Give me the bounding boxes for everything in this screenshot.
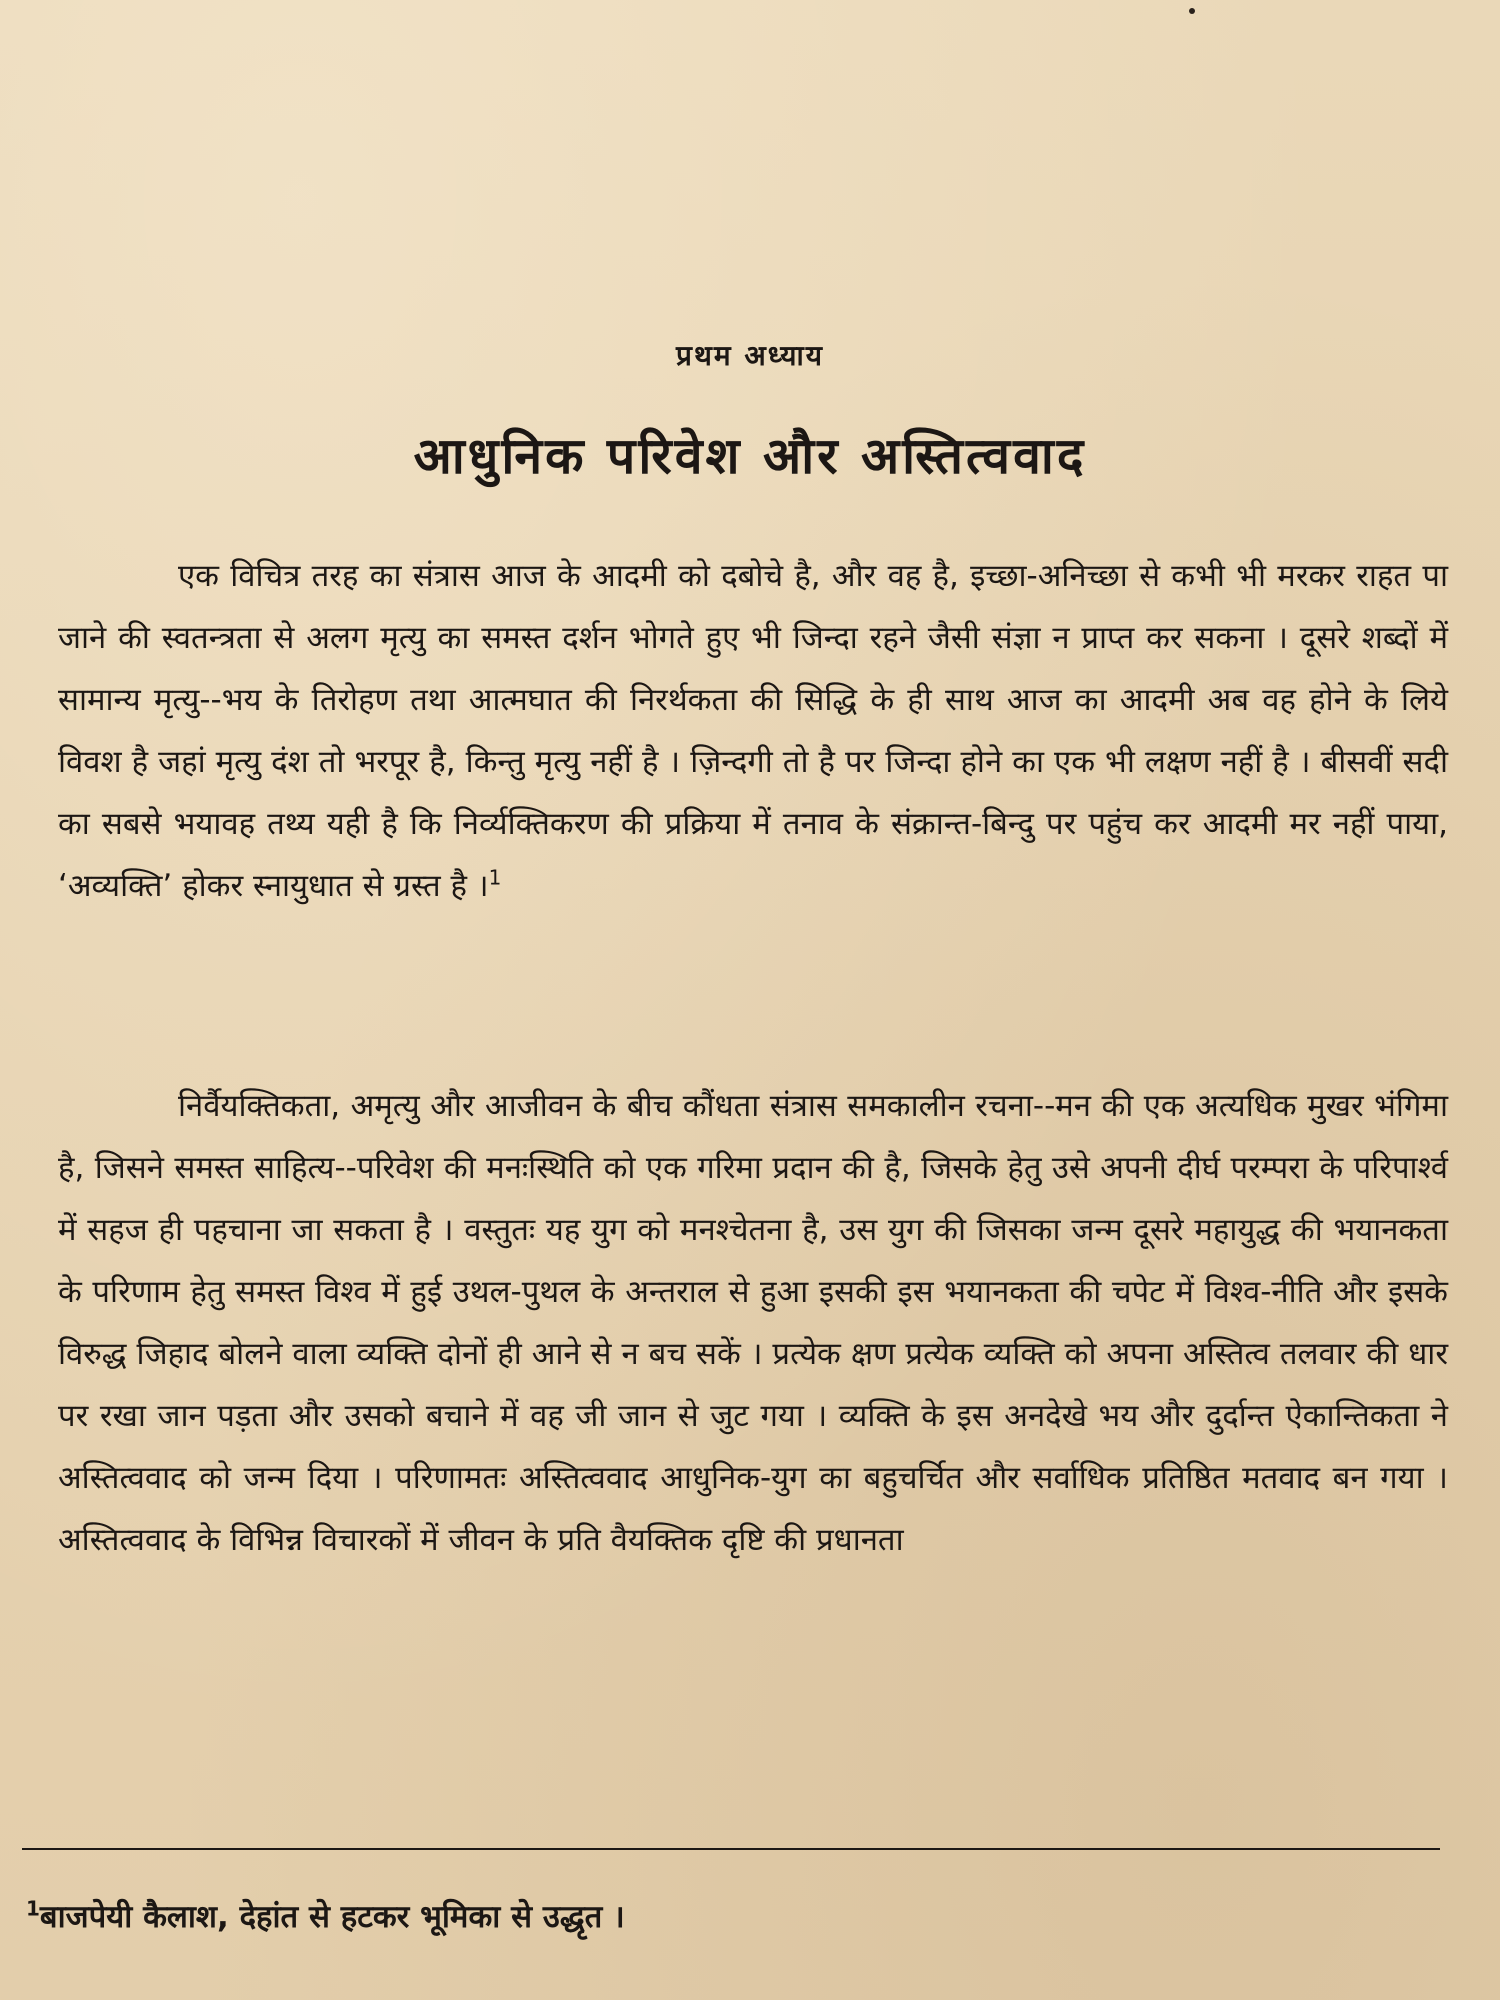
chapter-title: आधुनिक परिवेश और अस्तित्ववाद bbox=[413, 427, 1087, 485]
ink-speck bbox=[1189, 8, 1195, 14]
footnote-reference[interactable]: 1 bbox=[488, 865, 502, 890]
footnote-divider bbox=[22, 1848, 1440, 1850]
footnote bbox=[26, 1892, 1426, 1942]
paragraph-text: निर्वैयक्तिकता, अमृत्यु और आजीवन के बीच कौंधता संत्रास समकालीन रचना--मन की एक अत्यधिक मुखर भंगिमा है, जिसने समस्त साहित्य--परिवेश की मनःस्थिति को एक गरिमा प्रदान की है, जिसके हेतु उसे अपनी दीर्घ परम्परा के परिपार्श्व में सहज ही पहचाना जा सकता है । वस्तुतः यह युग को मनश्चेतना है, उस युग की जिसका जन्म दूसरे महायुद्ध की भयानकता के परिणाम हेतु समस्त विश्व में हुई उथल-पुथल के अन्तराल से हुआ इसकी इस भयानकता की चपेट में विश्व-नीति और इसके विरुद्ध जिहाद बोलने वाला व्यक्ति दोनों ही आने से न बच सकें । प्रत्येक क्षण प्रत्येक व्यक्ति को अपना अस्तित्व तलवार की धार पर रखा जान पड़ता और उसको बचाने में वह जी जान से जुट गया । व्यक्ति के इस अनदेखे भय और दुर्दान्त ऐकान्तिकता ने अस्तित्ववाद को जन्म दिया । परिणामतः अस्तित्ववाद आधुनिक-युग का बहुचर्चित और सर्वाधिक प्रतिष्ठित मतवाद बन गया । अस्तित्ववाद के विभिन्न विचारकों में जीवन के प्रति वैयक्तिक दृष्टि की प्रधानता bbox=[58, 1088, 1448, 1558]
body-paragraph bbox=[58, 545, 1448, 917]
body-paragraph bbox=[58, 1075, 1448, 1571]
footnote-mark: 1 bbox=[26, 1896, 40, 1921]
chapter-label: प्रथम अध्याय bbox=[676, 339, 824, 372]
footnote-text: बाजपेयी कैलाश, देहांत से हटकर भूमिका से उद्धृत । bbox=[39, 1899, 625, 1935]
paragraph-text: एक विचित्र तरह का संत्रास आज के आदमी को दबोचे है, और वह है, इच्छा-अनिच्छा से कभी भी मरकर राहत पा जाने की स्वतन्त्रता से अलग मृत्यु का समस्त दर्शन भोगते हुए भी जिन्दा रहने जैसी संज्ञा न प्राप्त कर सकना । दूसरे शब्दों में सामान्य मृत्यु--भय के तिरोहण तथा आत्मघात की निरर्थकता की सिद्धि के ही साथ आज का आदमी अब वह होने के लिये विवश है जहां मृत्यु दंश तो भरपूर है, किन्तु मृत्यु नहीं है । ज़िन्दगी तो है पर जिन्दा होने का एक भी लक्षण नहीं है । बीसवीं सदी का सबसे भयावह तथ्य यही है कि निर्व्यक्तिकरण की प्रक्रिया में तनाव के संक्रान्त-बिन्दु पर पहुंच कर आदमी मर नहीं पाया, ‘अव्यक्ति’ होकर स्नायुधात से ग्रस्त है । bbox=[58, 558, 1448, 904]
